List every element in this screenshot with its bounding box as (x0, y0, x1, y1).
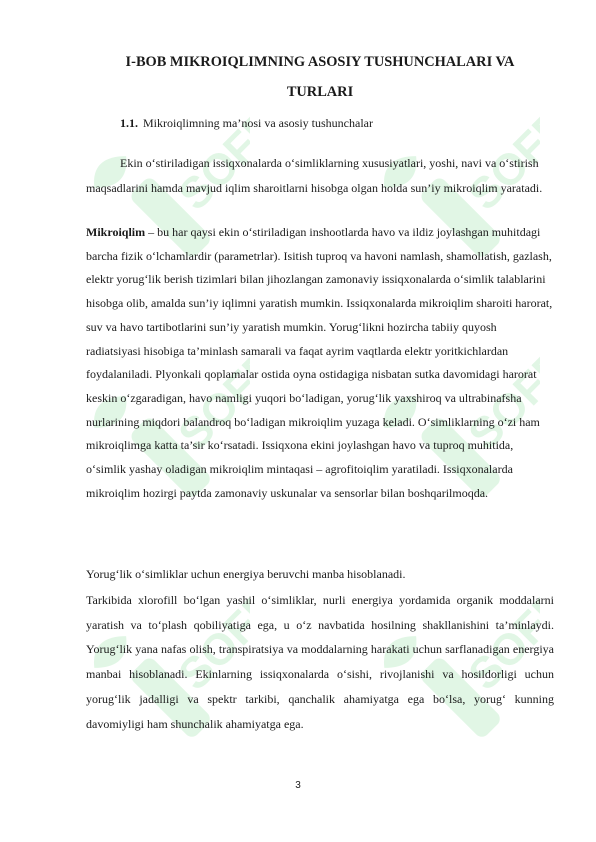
svg-text:SOFF: SOFF (459, 102, 540, 220)
definition-text: – bu har qaysi ekin o‘stiriladigan inshootlarda havo va ildiz joylashgan muhitdagi barcha fizik o‘lchamlardir (parametrlar). Isitish tuproq va havoni namlash, shamollatish, gazlash, elektr yorug‘lik berish tizimlari bilan jihozlangan zamonaviy issiqxonalarda o‘simlik talablarini hisobga olib, amalda sun’iy iqlimni yaratish mumkin. Issiqxonalarda mikroiqlim sharoiti harorat, suv va havo tartibotlarini sun’iy yaratish mumkin. Yorug‘likni hozircha tabiiy quyosh radiatsiyasi hisobiga ta’minlash samarali va faqat ayrim vaqtlarda elektr yoritkichlardan foydalaniladi. Plyonkali qoplamalar ostida oyna ostidagiga nisbatan sutka davomidagi harorat keskin o‘zgaradigan, havo namligi yuqori bo‘ladigan, yorug‘lik yaxshiroq va ultrabinafsha nurlarining miqdori balandroq bo‘ladigan mikroiqlim yuzaga keladi. O‘simliklarning o‘zi ham mikroiqlimga katta ta’sir ko‘rsatadi. Issiqxona ekini joylashgan havo va tuproq muhitida, o‘simlik yashay oladigan mikroiqlim mintaqasi – agrofitoiqlim yaratiladi. Issiqxonalarda mikroiqlim hozirgi paytda zamonaviy uskunalar va sensorlar bilan boshqarilmoqda. (86, 225, 553, 500)
section-number: 1.1. (120, 116, 138, 130)
paragraph-intro: Ekin o‘stiriladigan issiqxonalarda o‘simliklarning xususiyatlari, yoshi, navi va o‘stirish maqsadlarini hamda mavjud iqlim sharoitlarni hisobga olgan holda sun’iy mikroiqlim yaratadi. (86, 156, 543, 195)
svg-text:SOFF: SOFF (169, 582, 250, 700)
chapter-title (86, 47, 554, 107)
definition-term: Mikroiqlim (86, 225, 146, 239)
paragraph-light: Yorug‘lik o‘simliklar uchun energiya beruvchi manba hisoblanadi. (86, 567, 406, 581)
section-title: Mikroiqlimning ma’nosi va asosiy tushunchalar (143, 116, 373, 130)
section-heading (120, 116, 373, 131)
svg-text:SOFF: SOFF (459, 582, 540, 700)
paragraph-chlorophyll: Tarkibida xlorofill bo‘lgan yashil o‘simliklar, nurli energiya yordamida organik moddalarni yaratish va to‘plash qobiliyatiga ega, u o‘z navbatida hosilning shakllanishini ta’minlaydi. Yorug‘lik yana nafas olish, transpiratsiya va moddalarning harakati uchun sarflanadigan energiya manbai hisoblanadi. Ekinlarning issiqxonalarda o‘sishi, rivojlanishi va hosildorligi uchun yorug‘lik jadalligi va spektr tarkibi, qanchalik ahamiyatga ega bo‘lsa, yorug‘ kunning davomiyligi ham shunchalik ahamiyatga ega. (86, 593, 554, 731)
svg-text:SOFF: SOFF (169, 342, 250, 460)
chapter-title-line-1: I-BOB MIKROIQLIMNING ASOSIY TUSHUNCHALARI VA (125, 54, 515, 70)
svg-text:SOFF: SOFF (459, 342, 540, 460)
svg-text:SOFF: SOFF (169, 102, 250, 220)
chapter-title-line-2: TURLARI (286, 84, 354, 100)
paragraph-definition (86, 221, 554, 505)
page-number: 3 (295, 780, 301, 791)
